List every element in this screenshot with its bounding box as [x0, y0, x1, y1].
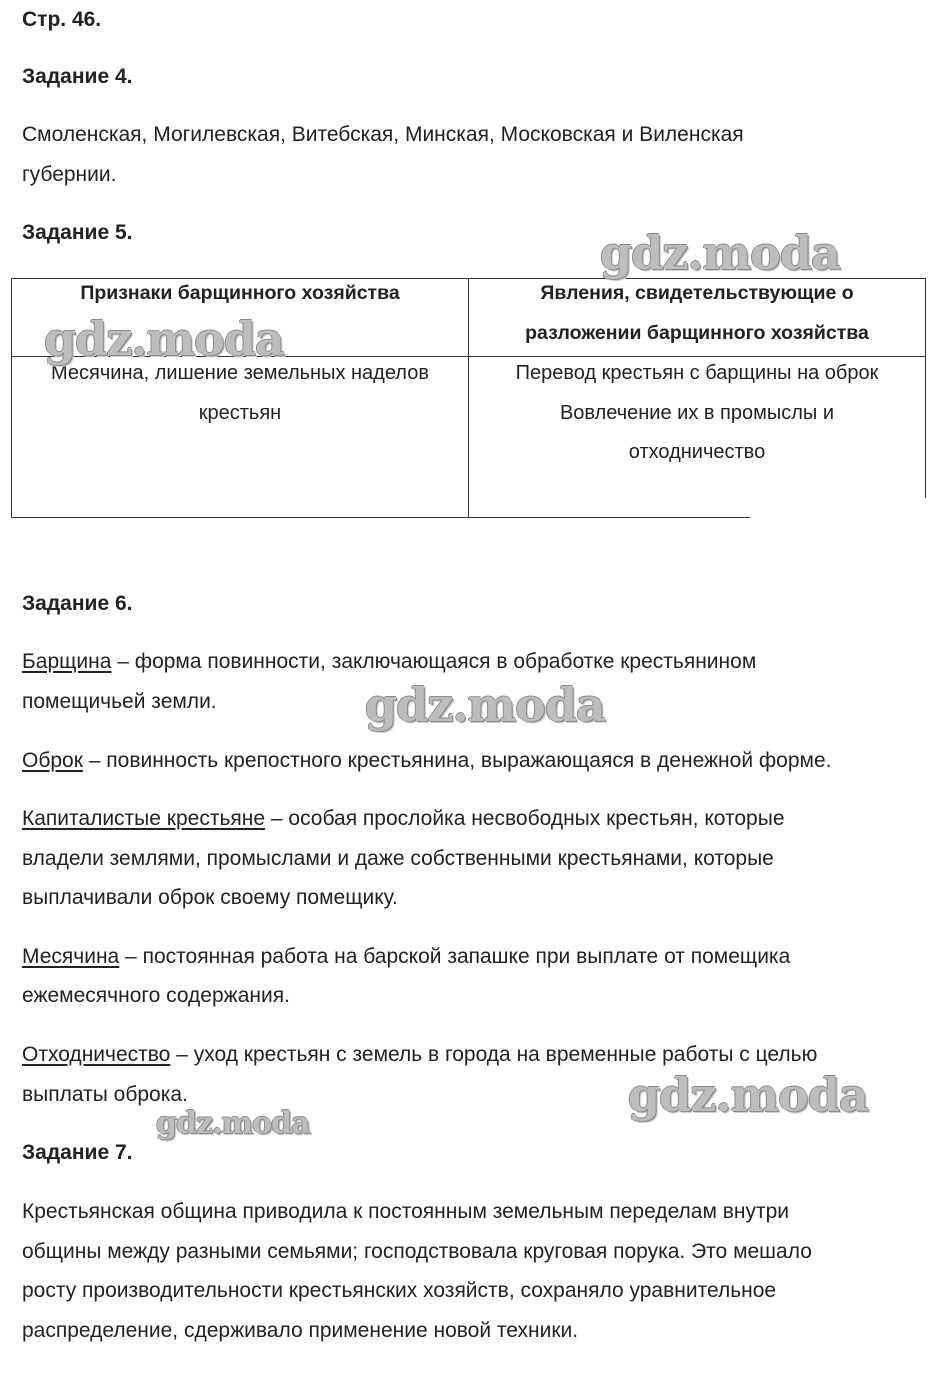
term-barshchina	[22, 642, 756, 682]
term-kapitalistye-cont-2: выплачивали оброк своему помещику.	[22, 886, 398, 909]
term-label: Месячина	[22, 945, 120, 968]
table-body-col1-line-1: Месячина, лишение земельных наделов	[51, 362, 429, 384]
task5-heading: Задание 5.	[22, 221, 133, 244]
table-header-col2-line-1: Явления, свидетельствующие о	[540, 282, 854, 304]
watermark-logo: gdz.moda	[156, 1106, 310, 1141]
table-right-border	[925, 278, 926, 498]
term-label: Барщина	[22, 650, 112, 673]
watermark-logo: gdz.moda	[365, 678, 605, 732]
table-body-col2-line-3: отходничество	[628, 441, 766, 463]
table-header-col2-line-2: разложении барщинного хозяйства	[525, 321, 869, 344]
watermark-logo: gdz.moda	[628, 1068, 868, 1122]
term-mesyachina-cont: ежемесячного содержания.	[22, 984, 290, 1007]
term-definition: – уход крестьян с земель в города на временные работы с целью	[170, 1043, 818, 1066]
watermark-logo: gdz.moda	[600, 226, 840, 280]
term-otkhodnichestvo-cont: выплаты оброка.	[22, 1083, 188, 1106]
watermark-logo: gdz.moda	[44, 312, 284, 366]
term-kapitalistye	[22, 799, 785, 839]
term-definition: – повинность крепостного крестьянина, выражающаяся в денежной форме.	[82, 749, 832, 772]
table-body-col1-line-2: крестьян	[198, 401, 282, 424]
term-definition: – форма повинности, заключающаяся в обработке крестьянином	[111, 650, 757, 673]
task7-line-3: росту производительности крестьянских хозяйств, сохраняло уравнительное	[22, 1279, 777, 1302]
term-kapitalistye-cont-1: владели землями, промыслами и даже собственными крестьянами, которые	[22, 847, 774, 870]
table-header-col1-line-1: Признаки барщинного хозяйства	[80, 282, 400, 304]
term-label: Отходничество	[22, 1043, 171, 1066]
term-label: Капиталистые крестьяне	[22, 807, 266, 830]
table-body-col2-line-1: Перевод крестьян с барщины на оброк	[515, 362, 879, 384]
task7-line-1: Крестьянская община приводила к постоянным земельным переделам внутри	[22, 1200, 790, 1223]
page-number: Стр. 46.	[22, 8, 102, 31]
task7-line-2: общины между разными семьями; господствовала круговая порука. Это мешало	[22, 1240, 812, 1263]
term-label: Оброк	[22, 749, 83, 772]
table-header-col2	[469, 274, 925, 353]
task4-line-1: Смоленская, Могилевская, Витебская, Минская, Московская и Виленская	[22, 123, 744, 146]
term-obrok	[22, 741, 832, 781]
table-body-col2-line-2: Вовлечение их в промыслы и	[559, 401, 835, 424]
term-definition: – постоянная работа на барской запашке при выплате от помещика	[119, 945, 791, 968]
task6-heading: Задание 6.	[22, 592, 133, 615]
term-barshchina-cont: помещичьей земли.	[22, 690, 217, 713]
task4-heading: Задание 4.	[22, 65, 133, 88]
task7-line-4: распределение, сдерживало применение новой техники.	[22, 1319, 579, 1342]
table-header-col1	[12, 274, 468, 314]
term-definition: – особая прослойка несвободных крестьян, которые	[265, 807, 785, 830]
task7-heading: Задание 7.	[22, 1141, 133, 1164]
term-mesyachina	[22, 937, 790, 977]
task4-line-2: губернии.	[22, 163, 117, 186]
table-body-col2	[469, 354, 925, 473]
table-bottom-border	[11, 517, 750, 518]
